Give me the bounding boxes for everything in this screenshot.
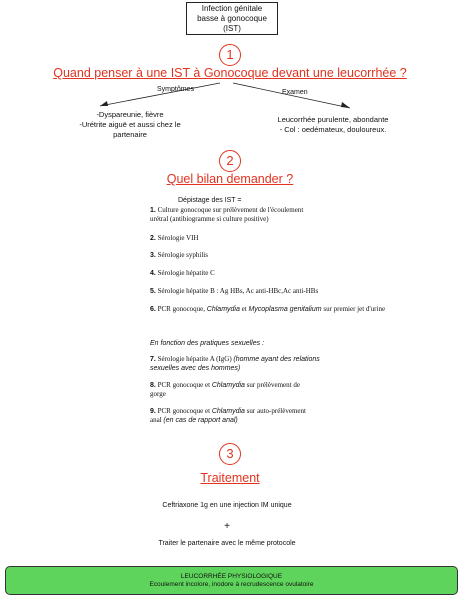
list-item: [150, 206, 430, 224]
symptoms-block: [60, 110, 200, 140]
treatment-text: Ceftriaxone 1g en une injection IM unique: [162, 502, 292, 509]
item-number: 1.: [150, 207, 156, 214]
exam-line-1: Leucorrhée purulente, abondante: [277, 115, 389, 124]
arrow-left-head: [100, 101, 108, 106]
item-text-line2: gorge: [150, 390, 166, 398]
branch-right-label: Examen: [282, 89, 308, 96]
item-text: Sérologie hépatite B : Ag HBs, Ac anti-HBc,Ac anti-HBs: [157, 287, 319, 295]
item-text: et: [239, 305, 249, 313]
item-number: 3.: [150, 252, 156, 259]
exam-block: [258, 115, 408, 135]
item-italic-line2: sexuelles avec des hommes): [150, 365, 241, 372]
section-2-title: Quel bilan demander ?: [166, 172, 294, 186]
list-item: [150, 305, 430, 314]
item-italic: (homme ayant des relations: [233, 356, 320, 363]
banner-subtitle: Ecoulement incolore, inodore à recrudescence ovulatoire: [149, 581, 314, 588]
item-italic-line2: (en cas de rapport anal): [163, 417, 238, 424]
header-line-2: basse à gonocoque: [197, 14, 267, 23]
arrow-right-head: [341, 102, 350, 108]
item-number: 4.: [150, 270, 156, 277]
section-3-number: 3: [219, 443, 241, 465]
item-text: sur prélèvement de: [244, 381, 300, 389]
branch-left-label: Symptômes: [157, 86, 194, 93]
banner-title: LEUCORRHÉE PHYSIOLOGIQUE: [180, 573, 283, 580]
section-1-title: Quand penser à une IST à Gonocoque devant une leucorrhée ?: [53, 66, 407, 80]
item-number: 5.: [150, 288, 156, 295]
section-3-title: Traitement: [200, 471, 260, 485]
list-item: [150, 234, 430, 243]
practices-header: En fonction des pratiques sexuelles :: [150, 340, 265, 347]
section-1-number: 1: [219, 44, 241, 66]
item-italic: Mycoplasma genitalium: [248, 306, 322, 313]
exam-line-2: - Col : oedémateux, douloureux.: [279, 125, 387, 134]
partner-text: Traiter le partenaire avec le même protocole: [158, 540, 296, 547]
section-2-number: 2: [219, 150, 241, 172]
list-item: [150, 287, 430, 296]
list-item: [150, 381, 430, 399]
header-line-3: (IST): [223, 24, 241, 33]
item-number: 6.: [150, 306, 156, 313]
item-text: PCR gonocoque,: [157, 305, 207, 313]
list-item: [150, 251, 430, 260]
plus-sign: +: [224, 521, 230, 532]
list-item: [150, 355, 430, 373]
symptom-line-1: -Dyspareunie, fièvre: [96, 110, 164, 119]
header-line-1: Infection génitale: [201, 4, 263, 13]
item-text: Sérologie hépatite A (IgG): [157, 355, 234, 363]
item-number: 2.: [150, 235, 156, 242]
screening-header: Dépistage des IST =: [178, 197, 242, 204]
item-text-line2: anal: [150, 416, 164, 424]
item-text: Sérologie hépatite C: [157, 269, 215, 277]
physiological-banner: [5, 566, 458, 595]
item-number: 8.: [150, 382, 156, 389]
item-text: PCR gonocoque et: [157, 407, 212, 415]
item-text: sur auto-prélèvement: [244, 407, 306, 415]
item-text: Sérologie VIH: [157, 234, 199, 242]
item-italic: Chlamydia: [211, 408, 245, 415]
item-number: 9.: [150, 408, 156, 415]
symptom-line-2: -Urétrite aiguë et aussi chez le: [79, 120, 181, 129]
item-italic: Chlamydia: [211, 382, 245, 389]
list-item: [150, 269, 430, 278]
item-text: sur premier jet d'urine: [321, 305, 386, 313]
item-text: Culture gonocoque sur prélèvement de l'écoulement: [157, 206, 304, 214]
header-box: [186, 2, 278, 35]
list-item: [150, 407, 430, 425]
symptom-line-3: partenaire: [113, 130, 147, 139]
item-italic: Chlamydia: [206, 306, 240, 313]
item-text: PCR gonocoque et: [157, 381, 212, 389]
item-text: Sérologie syphilis: [157, 251, 208, 259]
item-text-line2: urétral (antibiogramme si culture positive): [150, 215, 269, 223]
item-number: 7.: [150, 356, 156, 363]
